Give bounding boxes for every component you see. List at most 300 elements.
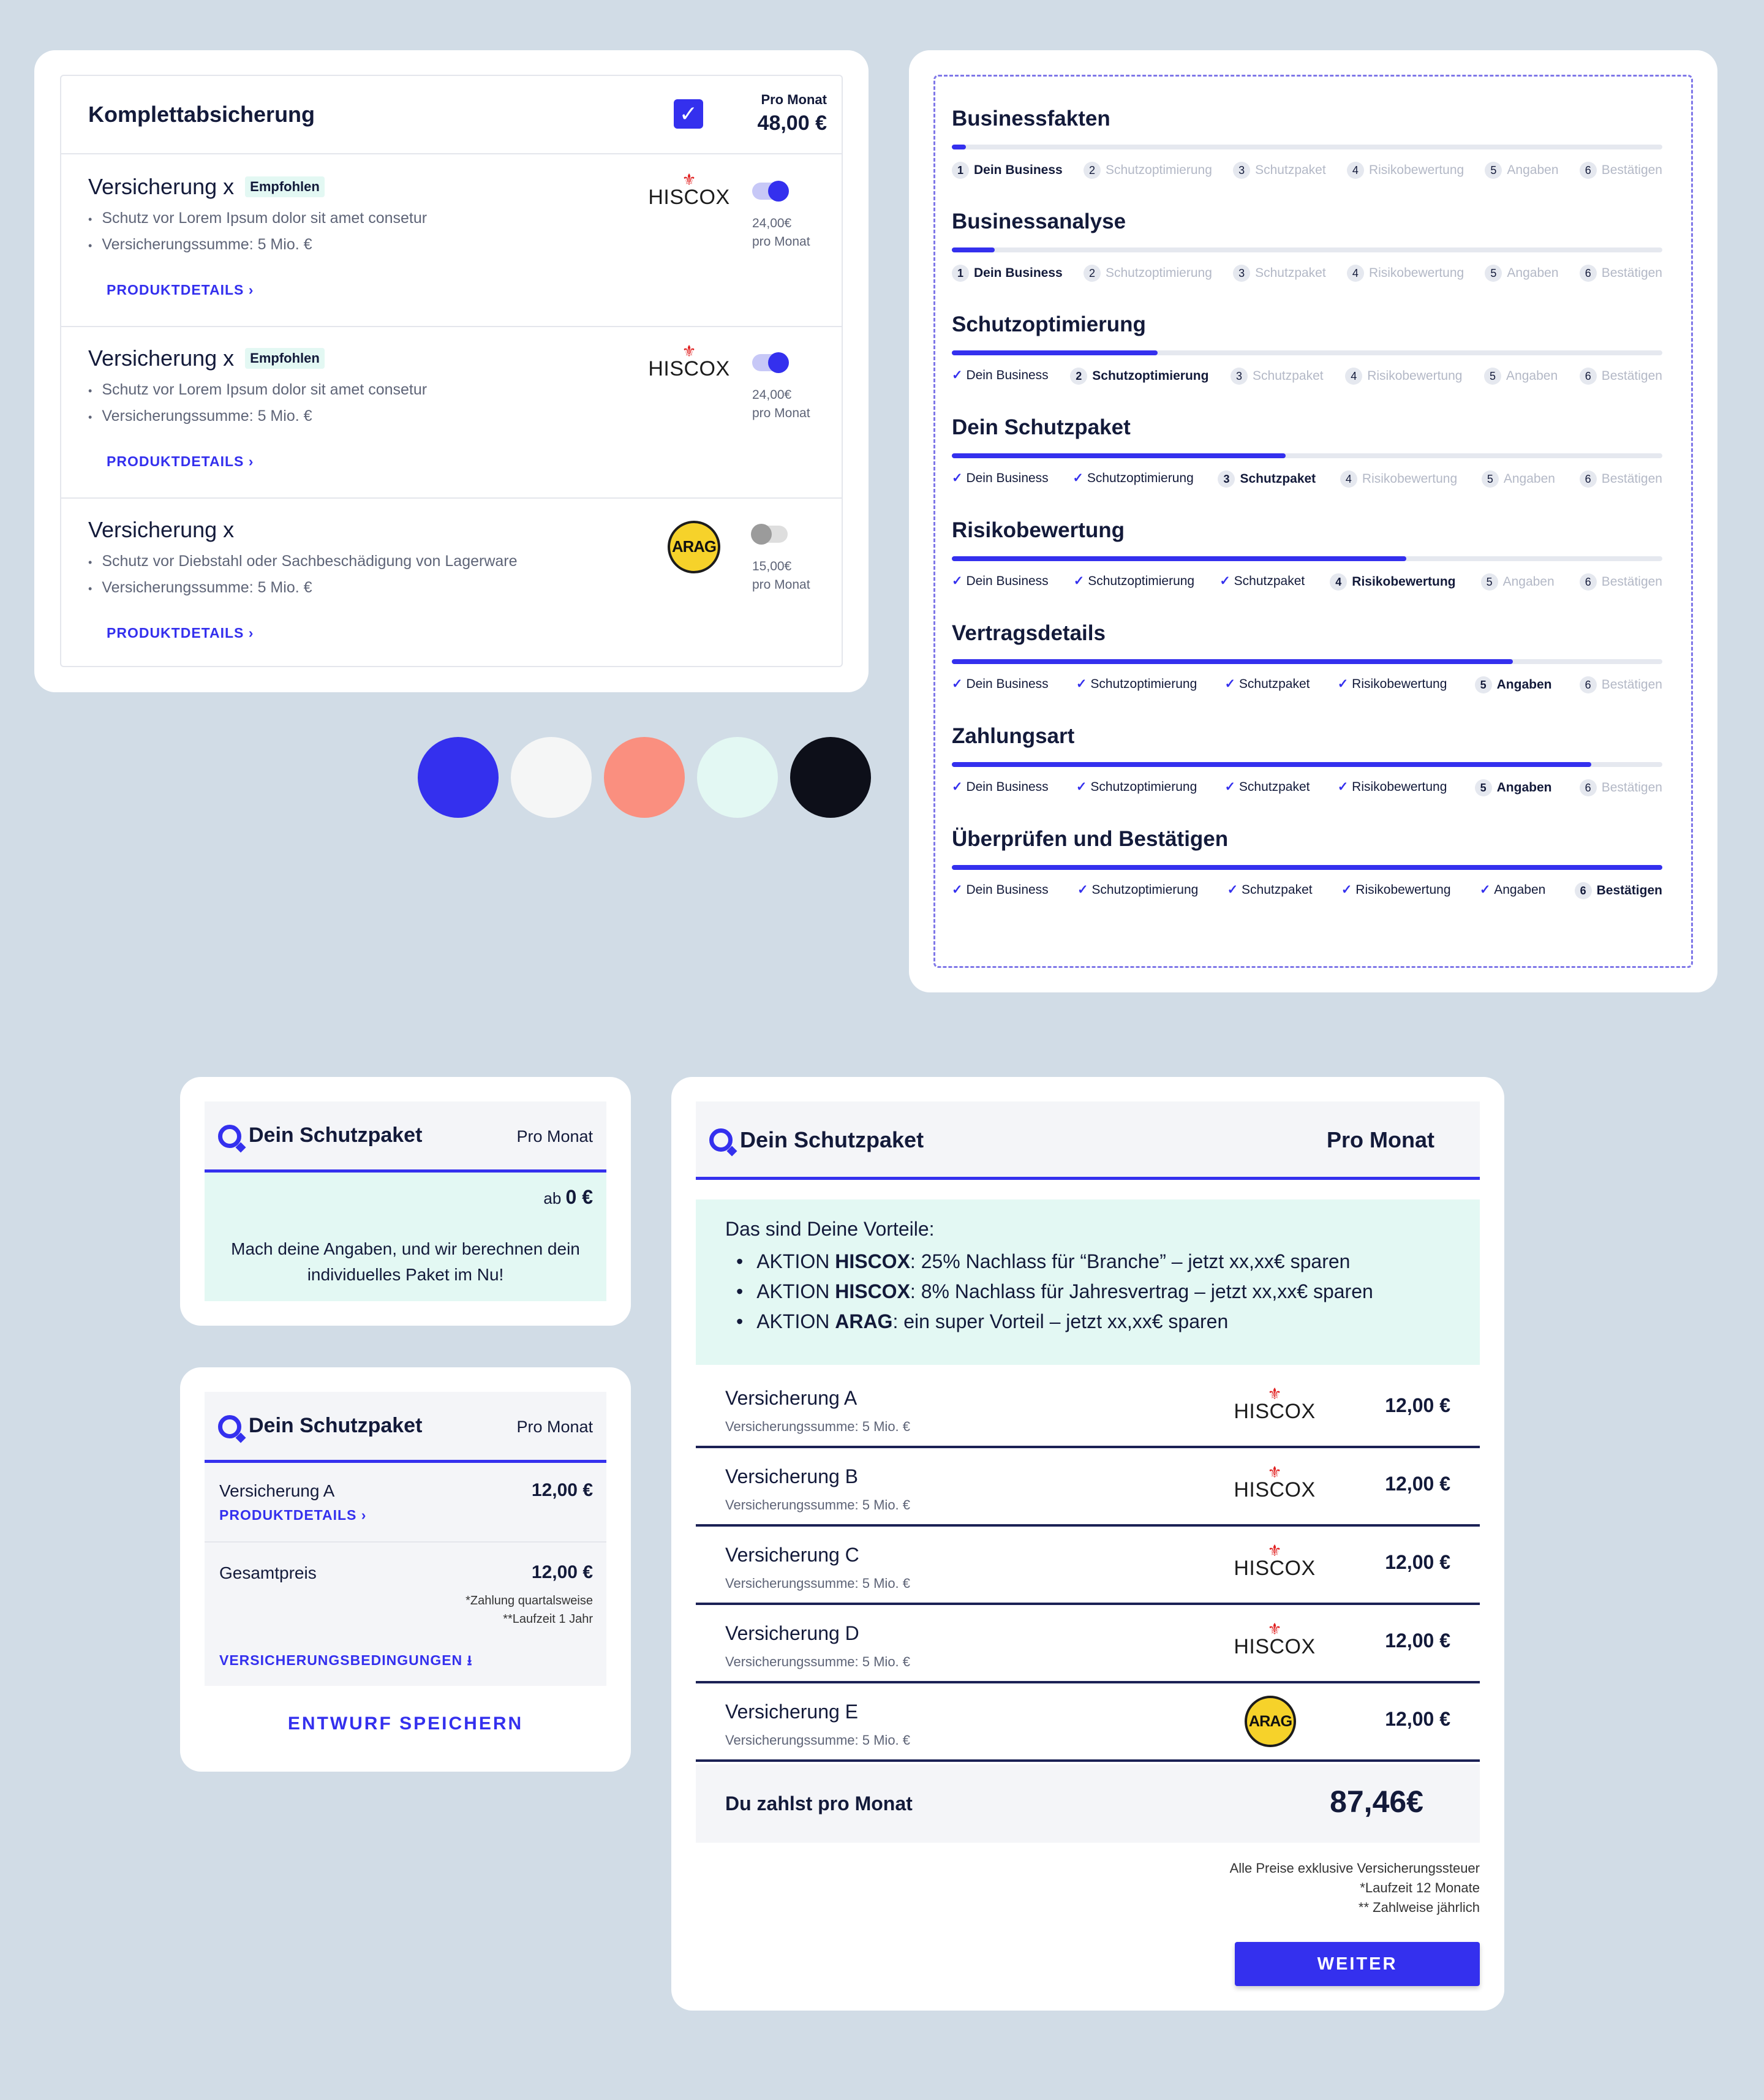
schutzpaket-summary-card	[180, 1367, 631, 1772]
pro-monat-label: Pro Monat	[761, 92, 827, 107]
insurance-price	[752, 214, 810, 251]
step-label: Schutzpaket	[1238, 677, 1310, 691]
step-item[interactable]	[1227, 882, 1313, 899]
insurance-price	[752, 386, 810, 423]
insurance-name: Versicherung B	[725, 1465, 859, 1487]
insurance-price: 12,00 €	[1385, 1394, 1450, 1416]
progress-bar	[952, 145, 1662, 149]
hiscox-wordmark: HISCOX	[1234, 1400, 1316, 1423]
step-number: 6	[1580, 265, 1597, 282]
price-value: 24,00€	[752, 388, 792, 402]
step-label: Angaben	[1496, 678, 1552, 692]
komplett-header	[61, 76, 842, 154]
brand-logo-icon	[218, 1125, 241, 1148]
insurance-toggle[interactable]	[752, 526, 788, 543]
step-item[interactable]	[1481, 573, 1555, 591]
step-item[interactable]	[1485, 265, 1558, 282]
step-label: Risikobewertung	[1368, 266, 1464, 280]
check-icon: ✓	[1219, 574, 1234, 588]
insurance-title: Versicherung x	[88, 346, 235, 371]
insurance-sum: Versicherungssumme: 5 Mio. €	[725, 1576, 911, 1591]
insurance-price: 12,00 €	[531, 1480, 593, 1500]
step-number: 4	[1340, 470, 1357, 488]
vorteil-text: : 25% Nachlass für “Branche” – jetzt xx,xx€ sparen	[910, 1250, 1351, 1272]
insurance-item	[61, 327, 842, 499]
step-label: Dein Business	[966, 780, 1049, 794]
insurance-price: 12,00 €	[1385, 1551, 1450, 1573]
check-icon: ✓	[952, 368, 967, 382]
stepper-variant	[952, 312, 1662, 383]
insurer-logo	[1245, 1696, 1296, 1747]
insurance-bullet: • Schutz vor Diebstahl oder Sachbeschädigung von Lagerware	[88, 553, 518, 570]
insurance-row	[696, 1605, 1480, 1683]
weiter-button[interactable]: WEITER	[1235, 1942, 1480, 1986]
step-labels	[952, 573, 1662, 591]
color-swatch	[418, 737, 499, 818]
step-number: 5	[1484, 368, 1501, 385]
check-icon: ✓	[1077, 883, 1092, 897]
insurer-logo	[668, 521, 720, 573]
komplett-price	[758, 92, 827, 135]
step-item[interactable]	[1338, 779, 1447, 796]
step-item[interactable]	[1084, 162, 1212, 179]
stepper-title: Dein Schutzpaket	[952, 415, 1131, 439]
arag-logo: ARAG	[1245, 1696, 1296, 1747]
komplettabsicherung-card	[34, 50, 869, 692]
brand-logo-icon	[709, 1128, 733, 1152]
ab-label: ab	[543, 1189, 562, 1207]
insurance-row	[696, 1448, 1480, 1527]
step-number: 3	[1233, 265, 1250, 282]
brand-logo-icon	[218, 1415, 241, 1438]
step-number: 6	[1575, 882, 1592, 899]
schutzpaket-header	[696, 1101, 1480, 1180]
insurance-sum: Versicherungssumme: 5 Mio. €	[725, 1497, 911, 1513]
step-item[interactable]	[952, 573, 1049, 591]
schutzpaket-message: Mach deine Angaben, und wir berechnen dein individuelles Paket im Nu!	[231, 1239, 580, 1284]
hiscox-wordmark: HISCOX	[1234, 1557, 1316, 1580]
vorteil-item	[736, 1250, 1450, 1273]
step-item[interactable]	[1480, 882, 1546, 899]
progress-bar	[952, 453, 1662, 458]
step-item[interactable]	[1224, 676, 1310, 693]
step-item[interactable]	[1347, 162, 1464, 179]
step-item[interactable]	[1218, 470, 1316, 488]
total-row	[696, 1764, 1480, 1843]
step-label: Risikobewertung	[1352, 677, 1447, 691]
insurance-bullet: • Schutz vor Lorem Ipsum dolor sit amet consetur	[88, 210, 427, 227]
step-item[interactable]	[952, 882, 1049, 899]
insurance-bullets	[88, 381, 427, 434]
stepper-variant	[952, 518, 1662, 589]
insurance-row	[696, 1370, 1480, 1448]
step-number: 6	[1580, 779, 1597, 796]
step-number: 4	[1345, 368, 1362, 385]
insurance-sum: Versicherungssumme: 5 Mio. €	[725, 1419, 911, 1434]
progress-bar	[952, 762, 1662, 767]
check-icon: ✓	[952, 574, 967, 588]
progress-bar	[952, 247, 1662, 252]
step-number: 5	[1485, 265, 1502, 282]
gesamtpreis-value: 12,00 €	[531, 1562, 593, 1582]
hiscox-logo	[1234, 1384, 1316, 1423]
step-item[interactable]	[1345, 368, 1462, 385]
step-labels	[952, 676, 1662, 693]
insurance-name: Versicherung A	[219, 1481, 335, 1500]
insurance-bullet: • Versicherungssumme: 5 Mio. €	[88, 407, 427, 425]
hiscox-logo	[1235, 1622, 1314, 1658]
price-footnotes	[1230, 1859, 1480, 1917]
pro-monat-label: Pro Monat	[516, 1418, 593, 1436]
insurer-logo	[1234, 1541, 1316, 1580]
step-item[interactable]	[952, 779, 1049, 796]
step-number: 5	[1475, 779, 1492, 796]
insurance-toggle[interactable]	[752, 354, 788, 371]
step-item[interactable]	[1484, 368, 1558, 385]
step-number: 5	[1475, 676, 1492, 693]
step-label: Risikobewertung	[1355, 883, 1451, 897]
chevron-right-icon: ›	[361, 1507, 367, 1523]
price-value: 15,00€	[752, 559, 792, 573]
footnote-term: *Laufzeit 12 Monate	[1360, 1880, 1480, 1895]
komplett-checkbox[interactable]: ✓	[674, 99, 703, 129]
step-item[interactable]	[1224, 779, 1310, 796]
produktdetails-link[interactable]: PRODUKTDETAILS ›	[107, 453, 254, 469]
step-label: Schutzoptimierung	[1091, 883, 1199, 897]
step-number: 6	[1580, 162, 1597, 179]
step-item[interactable]	[1580, 470, 1662, 488]
stepper-variant	[952, 827, 1662, 897]
entwurf-speichern-button[interactable]: ENTWURF SPEICHERN	[287, 1713, 524, 1734]
insurance-bullet: • Versicherungssumme: 5 Mio. €	[88, 236, 427, 254]
step-label: Schutzpaket	[1240, 472, 1316, 486]
step-item[interactable]	[1347, 265, 1464, 282]
check-icon: ✓	[1072, 471, 1087, 485]
vorteil-prefix: AKTION	[756, 1280, 835, 1302]
schutzpaket-header	[205, 1392, 606, 1463]
step-number: 5	[1482, 470, 1499, 488]
ab-price	[543, 1186, 593, 1209]
insurance-title: Versicherung x	[88, 517, 235, 542]
stepper-title: Überprüfen und Bestätigen	[952, 827, 1229, 851]
step-number: 5	[1485, 162, 1502, 179]
step-label: Dein Business	[966, 574, 1049, 588]
color-swatch	[790, 737, 871, 818]
step-label: Schutzoptimierung	[1105, 163, 1212, 177]
hiscox-logo	[1234, 1541, 1316, 1580]
step-label: Schutzpaket	[1253, 369, 1324, 383]
step-number: 3	[1218, 470, 1235, 488]
toggle-knob	[751, 524, 772, 545]
step-labels	[952, 470, 1662, 488]
step-item[interactable]	[1580, 265, 1662, 282]
hiscox-logo	[649, 344, 729, 380]
step-labels	[952, 368, 1662, 385]
vorteil-text: : 8% Nachlass für Jahresvertrag – jetzt xx,xx€ sparen	[910, 1280, 1373, 1302]
step-number: 6	[1580, 470, 1597, 488]
komplettabsicherung-panel	[60, 75, 843, 667]
color-swatch	[604, 737, 685, 818]
stepper-variant	[952, 210, 1662, 280]
price-period: pro Monat	[752, 578, 810, 592]
step-label: Schutzpaket	[1234, 574, 1305, 588]
step-label: Angaben	[1507, 163, 1559, 177]
step-number: 2	[1070, 368, 1087, 385]
hiscox-wordmark: HISCOX	[1234, 1478, 1316, 1501]
progress-fill	[952, 762, 1591, 767]
ab-value: 0 €	[565, 1186, 593, 1208]
step-label: Bestätigen	[1601, 369, 1662, 383]
step-item[interactable]	[1084, 265, 1212, 282]
step-item[interactable]	[1580, 573, 1662, 591]
step-label: Risikobewertung	[1362, 472, 1458, 486]
schutzpaket-title: Dein Schutzpaket	[249, 1124, 423, 1147]
step-item[interactable]	[1330, 573, 1455, 591]
produktdetails-label: PRODUKTDETAILS	[219, 1507, 357, 1523]
insurance-bullet: • Schutz vor Lorem Ipsum dolor sit amet consetur	[88, 381, 427, 399]
step-item[interactable]	[1340, 470, 1457, 488]
insurance-item	[61, 156, 842, 327]
check-icon: ✓	[1224, 677, 1239, 691]
insurance-item	[61, 499, 842, 670]
step-item[interactable]	[1070, 368, 1208, 385]
step-number: 2	[1084, 162, 1101, 179]
hiscox-mark-icon: ⚜	[1267, 1463, 1282, 1481]
gesamtpreis-label: Gesamtpreis	[219, 1563, 317, 1582]
step-item[interactable]	[952, 470, 1049, 488]
stepper-variant	[952, 724, 1662, 795]
step-item[interactable]	[1077, 882, 1198, 899]
step-item[interactable]	[1482, 470, 1555, 488]
step-label: Bestätigen	[1601, 472, 1662, 486]
insurer-logo	[1235, 1465, 1314, 1501]
step-label: Risikobewertung	[1352, 575, 1456, 589]
vorteil-text: : ein super Vorteil – jetzt xx,xx€ sparen	[892, 1310, 1229, 1332]
step-item[interactable]	[952, 265, 1063, 282]
pro-monat-label: Pro Monat	[516, 1127, 593, 1146]
check-icon: ✓	[952, 677, 967, 691]
hiscox-logo	[1235, 1465, 1314, 1501]
term-note: **Laufzeit 1 Jahr	[503, 1612, 593, 1626]
hiscox-wordmark: HISCOX	[648, 186, 730, 209]
step-item[interactable]	[1575, 882, 1662, 899]
step-item[interactable]	[1219, 573, 1305, 591]
download-icon: ⭳	[467, 1652, 473, 1668]
progress-bar	[952, 659, 1662, 664]
step-label: Schutzoptimierung	[1090, 780, 1197, 794]
stepper-title: Risikobewertung	[952, 518, 1125, 542]
stepper-title: Businessfakten	[952, 107, 1110, 130]
step-item[interactable]	[1072, 470, 1193, 488]
produktdetails-link[interactable]: PRODUKTDETAILS ›	[107, 282, 254, 298]
step-item[interactable]	[1475, 676, 1552, 693]
total-value: 87,46€	[1330, 1785, 1423, 1819]
vorteil-brand: ARAG	[835, 1310, 893, 1332]
step-item[interactable]	[1338, 676, 1447, 693]
stepper-card	[909, 50, 1717, 992]
check-icon: ✓	[1224, 780, 1239, 794]
pro-monat-label: Pro Monat	[1327, 1127, 1434, 1152]
step-number: 4	[1330, 573, 1347, 591]
step-item[interactable]	[1076, 779, 1197, 796]
step-number: 5	[1481, 573, 1498, 591]
step-item[interactable]	[952, 162, 1063, 179]
price-period: pro Monat	[752, 406, 810, 420]
step-item[interactable]	[1233, 265, 1326, 282]
vorteil-prefix: AKTION	[756, 1250, 835, 1272]
payment-note: *Zahlung quartalsweise	[466, 1594, 593, 1607]
insurance-name: Versicherung D	[725, 1622, 859, 1644]
check-icon: ✓	[952, 883, 967, 897]
step-label: Angaben	[1506, 369, 1558, 383]
check-icon: ✓	[952, 780, 967, 794]
step-label: Schutzoptimierung	[1087, 471, 1194, 485]
schutzpaket-body	[205, 1173, 606, 1301]
step-labels	[952, 162, 1662, 179]
step-labels	[952, 779, 1662, 796]
progress-fill	[952, 145, 966, 149]
step-number: 6	[1580, 368, 1597, 385]
versicherungsbedingungen-link[interactable]	[219, 1650, 473, 1674]
step-label: Dein Business	[974, 266, 1063, 280]
step-label: Bestätigen	[1601, 266, 1662, 280]
step-label: Risikobewertung	[1367, 369, 1463, 383]
step-number: 3	[1233, 162, 1250, 179]
step-number: 1	[952, 265, 969, 282]
step-label: Dein Business	[974, 163, 1063, 177]
schutzpaket-detail-card	[671, 1077, 1504, 2011]
vorteil-brand: HISCOX	[835, 1250, 910, 1272]
step-label: Schutzoptimierung	[1092, 369, 1209, 383]
insurance-price: 12,00 €	[1385, 1630, 1450, 1652]
step-item[interactable]	[1233, 162, 1326, 179]
insurance-row	[696, 1683, 1480, 1762]
footnote-payment: ** Zahlweise jährlich	[1358, 1900, 1480, 1915]
step-item[interactable]	[1231, 368, 1324, 385]
stepper-title: Zahlungsart	[952, 724, 1075, 748]
step-label: Dein Business	[966, 677, 1049, 691]
step-number: 4	[1347, 162, 1364, 179]
step-item[interactable]	[1074, 573, 1194, 591]
step-item[interactable]	[1580, 368, 1662, 385]
insurance-price	[752, 557, 810, 594]
check-icon: ✓	[1337, 780, 1352, 794]
insurance-name: Versicherung A	[725, 1387, 858, 1409]
progress-bar	[952, 350, 1662, 355]
step-label: Schutzoptimierung	[1090, 677, 1197, 691]
insurer-logo	[649, 344, 729, 380]
schutzpaket-title: Dein Schutzpaket	[740, 1127, 924, 1152]
step-item[interactable]	[1580, 162, 1662, 179]
step-label: Bestätigen	[1601, 780, 1662, 795]
vorteile-list	[725, 1250, 1450, 1333]
check-icon: ✓	[1341, 883, 1356, 897]
progress-fill	[952, 350, 1158, 355]
bedingungen-label: VERSICHERUNGSBEDINGUNGEN	[219, 1652, 463, 1668]
progress-fill	[952, 865, 1662, 870]
hiscox-wordmark: HISCOX	[648, 357, 730, 380]
price-period: pro Monat	[752, 235, 810, 249]
step-item[interactable]	[1076, 676, 1197, 693]
insurance-sum: Versicherungssumme: 5 Mio. €	[725, 1654, 911, 1669]
total-label: Du zahlst pro Monat	[725, 1792, 913, 1815]
recommended-badge: Empfohlen	[245, 348, 325, 369]
stepper-title: Businessanalyse	[952, 210, 1126, 233]
insurer-logo	[648, 170, 730, 209]
step-label: Schutzpaket	[1255, 163, 1326, 177]
vorteil-item	[736, 1280, 1450, 1303]
step-label: Bestätigen	[1601, 575, 1662, 589]
step-label: Bestätigen	[1601, 678, 1662, 692]
payment-notes	[466, 1592, 593, 1628]
color-swatch	[511, 737, 592, 818]
step-label: Risikobewertung	[1352, 780, 1447, 794]
step-label: Angaben	[1507, 266, 1559, 280]
step-number: 6	[1580, 573, 1597, 591]
progress-fill	[952, 556, 1406, 561]
step-item[interactable]	[1475, 779, 1552, 796]
insurance-price: 12,00 €	[1385, 1473, 1450, 1495]
vorteile-title: Das sind Deine Vorteile:	[725, 1218, 935, 1240]
step-number: 4	[1347, 265, 1364, 282]
progress-fill	[952, 453, 1286, 458]
produktdetails-link[interactable]	[219, 1507, 366, 1524]
step-label: Schutzpaket	[1255, 266, 1326, 280]
insurance-title: Versicherung x	[88, 174, 235, 199]
step-label: Angaben	[1503, 472, 1555, 486]
arag-logo: ARAG	[668, 521, 720, 573]
progress-bar	[952, 865, 1662, 870]
step-number: 2	[1084, 265, 1101, 282]
vorteil-brand: HISCOX	[835, 1280, 910, 1302]
check-icon: ✓	[1073, 574, 1088, 588]
hiscox-logo	[648, 170, 730, 209]
progress-fill	[952, 247, 995, 252]
insurance-name: Versicherung E	[725, 1701, 859, 1723]
komplett-title: Komplettabsicherung	[88, 102, 315, 127]
step-label: Risikobewertung	[1368, 163, 1464, 177]
step-number: 6	[1580, 676, 1597, 693]
step-number: 3	[1231, 368, 1248, 385]
insurance-toggle[interactable]	[752, 183, 788, 200]
check-icon: ✓	[1479, 883, 1494, 897]
produktdetails-link[interactable]: PRODUKTDETAILS ›	[107, 625, 254, 641]
stepper-title: Vertragsdetails	[952, 621, 1106, 645]
progress-fill	[952, 659, 1513, 664]
step-item[interactable]	[1580, 779, 1662, 796]
hiscox-wordmark: HISCOX	[1234, 1635, 1316, 1658]
check-icon: ✓	[1227, 883, 1242, 897]
step-labels	[952, 882, 1662, 899]
step-item[interactable]	[952, 676, 1049, 693]
step-item[interactable]	[1341, 882, 1451, 899]
step-label: Schutzoptimierung	[1105, 266, 1212, 280]
hiscox-mark-icon: ⚜	[1267, 1620, 1282, 1638]
step-item[interactable]	[1580, 676, 1662, 693]
step-item[interactable]	[1485, 162, 1558, 179]
insurance-bullet: • Versicherungssumme: 5 Mio. €	[88, 579, 518, 597]
insurance-price: 12,00 €	[1385, 1708, 1450, 1730]
check-icon: ✓	[952, 471, 967, 485]
stepper-title: Schutzoptimierung	[952, 312, 1146, 336]
step-item[interactable]	[952, 368, 1049, 385]
footnote-tax: Alle Preise exklusive Versicherungssteuer	[1229, 1860, 1480, 1876]
insurer-logo	[1234, 1384, 1316, 1423]
insurance-title-row	[88, 517, 234, 543]
hiscox-mark-icon: ⚜	[682, 342, 696, 360]
step-label: Angaben	[1496, 780, 1552, 795]
stepper-variant	[952, 621, 1662, 692]
